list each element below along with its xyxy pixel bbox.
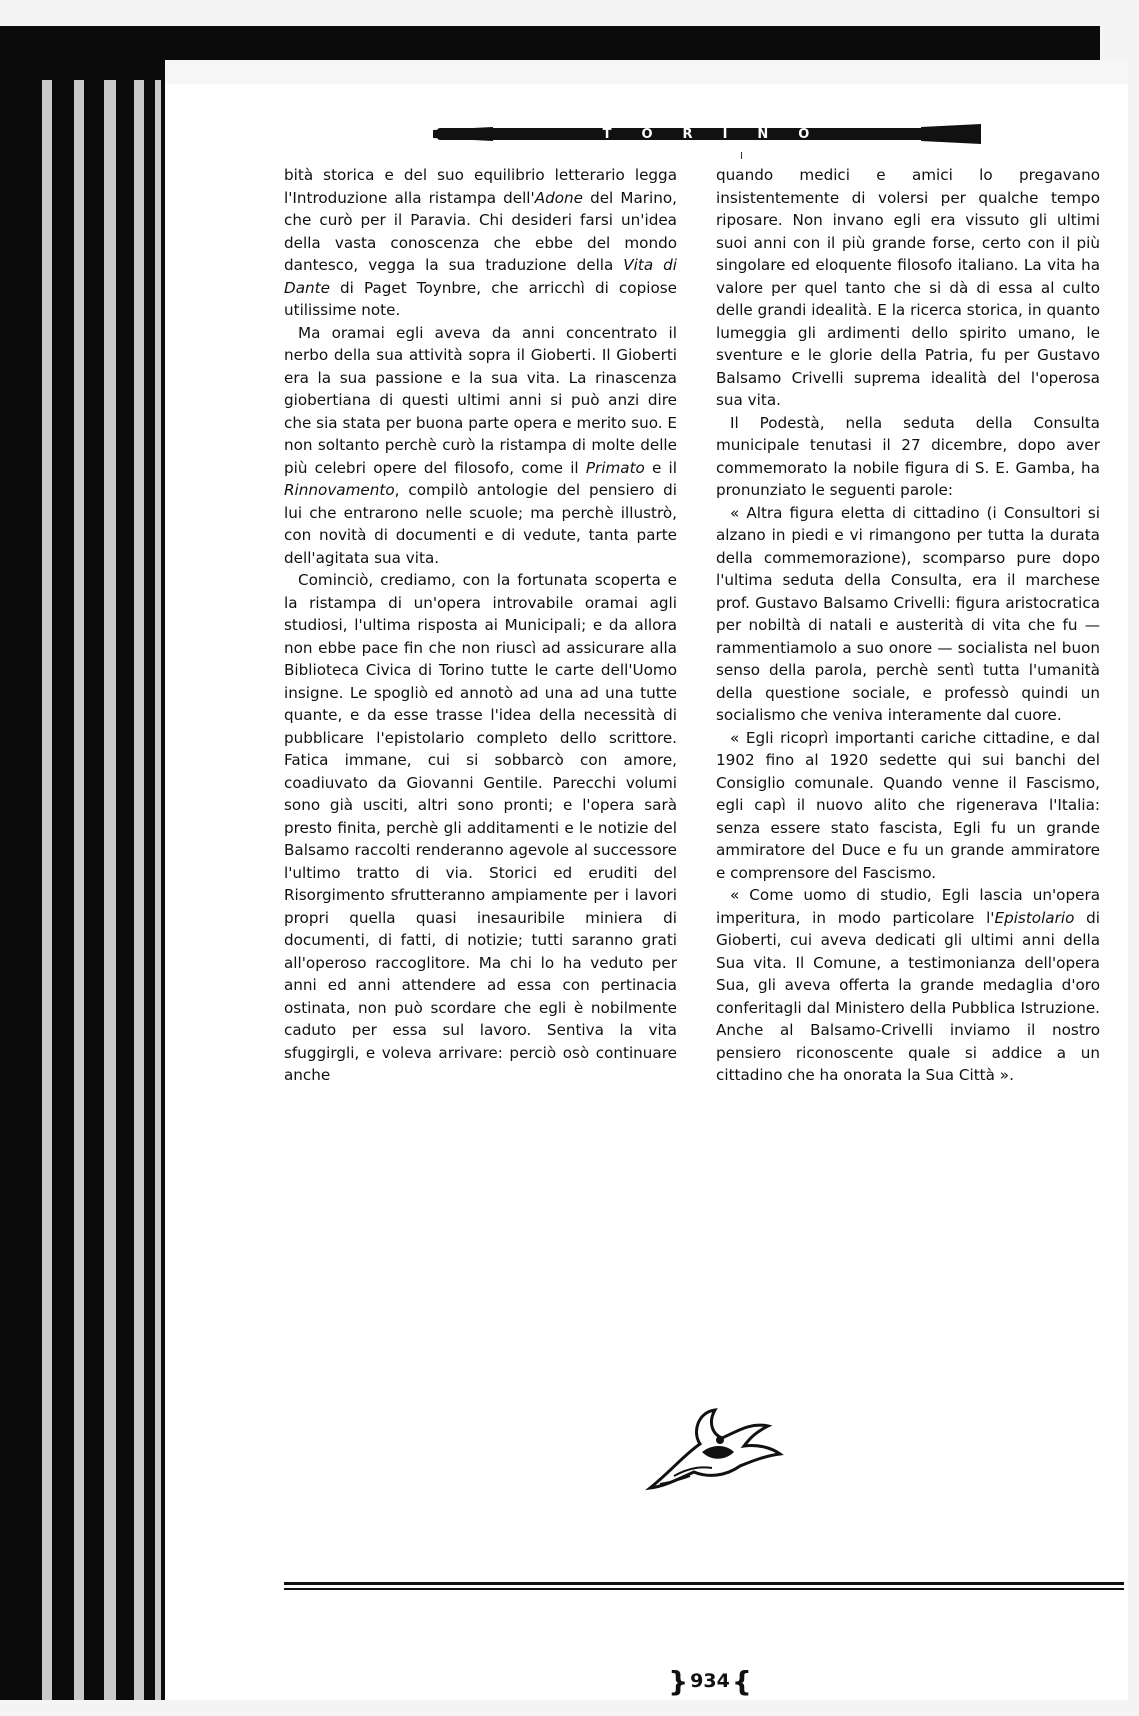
gutter-stripe — [74, 80, 84, 1700]
text-run: bità storica e del suo equilibrio letterario legga l'Introduzione alla ristampa dell' — [284, 166, 677, 207]
header-tick — [741, 152, 742, 159]
text-run: Ma oramai egli aveva da anni concentrato il nerbo della sua attività sopra il Gioberti. Il Gioberti era la sua passione e la sua vita. La rinascenza giobertiana di questi ultimi anni si può anzi dire che sia stata per buona parte opera e merito suo. E non soltanto perchè curò la ristampa di molte delle più celebri opere del filosofo, come il — [284, 323, 677, 477]
text-run: del Marino, che curò per il Paravia. Chi desideri farsi un'idea della vasta conoscenza che ebbe del mondo dantesco, vegga la sua traduzione della — [284, 188, 677, 274]
double-rule-divider — [284, 1582, 1124, 1592]
header-brush-right — [921, 124, 981, 144]
paragraph — [284, 164, 677, 322]
running-header — [437, 124, 975, 144]
italic-title: Primato — [585, 458, 645, 477]
paragraph — [716, 884, 1100, 1087]
page-number-value: 934 — [690, 1670, 730, 1692]
scan-margin-top — [0, 0, 1139, 26]
gutter-stripe — [42, 80, 52, 1700]
italic-title: Vita di Dante — [284, 256, 677, 297]
gutter-stripe — [134, 80, 144, 1700]
text-run: di Paget Toynbre, che arricchì di copiose utilissime note. — [284, 278, 677, 319]
italic-title: Epistolario — [994, 908, 1075, 927]
hand-bird-ornament-icon — [640, 1392, 790, 1502]
paragraph: Cominciò, crediamo, con la fortunata scoperta e la ristampa di un'opera introvabile oramai agli studiosi, l'ultima risposta ai Municipali; e da allora non ebbe pace fin che non riuscì ad assicurare alla Biblioteca Civica di Torino tutte le carte dell'Uomo insigne. Le spogliò ed annotò ad una ad una tutte quante, e da esse trasse l'idea della necessità di pubblicare l'epistolario completo dello scrittore. Fatica immane, cui si sobbarcò con amore, coadiuvato da Giovanni Gentile. Parecchi volumi sono già usciti, altri sono pronti; e l'opera sarà presto finita, perchè gli additamenti e le notizie del Balsamo raccolti renderanno agevole al successore l'ultimo tratto di via. Storici ed eruditi del Risorgimento sfrutteranno ampiamente per i lavori propri quella quasi inesauribile miniera di documenti, di fatti, di notizie; tutti saranno grati all'operoso raccoglitore. Ma chi lo ha veduto per anni ed anni attendere ad essa con pertinacia ostinata, non può scordare che egli è nobilmente caduto per essa sul lavoro. Sentiva la vita sfuggirgli, e voleva arrivare: perciò osò continuare anche — [284, 571, 677, 1084]
scan-margin-right — [1128, 70, 1139, 1716]
gutter-stripe — [155, 80, 161, 1700]
text-run: « Come uomo di studio, Egli lascia un'opera imperitura, in modo particolare l' — [716, 886, 1100, 927]
paragraph: quando medici e amici lo pregavano insistentemente di volersi per qualche tempo riposare. Non invano egli era vissuto gli ultimi suoi anni con il più grande forse, certo con il più singolare ed eloquente filosofo italiano. La vita ha valore per quel tanto che si dà di essa al culto delle grandi idealità. E la ricerca storica, in quanto lumeggia gli ardimenti dello spirito umano, le sventure e le glorie della Patria, fu per Gustavo Balsamo Crivelli suprema idealità del l'operosa sua vita. — [716, 166, 1100, 409]
paragraph: « Altra figura eletta di cittadino (i Consultori si alzano in piedi e vi rimangono per tutta la durata della commemorazione), scomparso pure dopo l'ultima seduta della Consulta, era il marchese prof. Gustavo Balsamo Crivelli: figura aristocratica per nobiltà di natali e austerità di vita che fu — rammentiamolo a suo onore — socialista nel buon senso della parola, perchè sentì tutta l'umanità della questione sociale, e professò quindi un socialismo che veniva interamente dal cuore. — [716, 503, 1100, 724]
page-top-edge — [165, 60, 1128, 84]
right-column — [716, 164, 1100, 1087]
italic-title: Adone — [534, 188, 583, 207]
page-number — [670, 1666, 750, 1696]
text-run: di Gioberti, cui aveva dedicati gli ultimi anni della Sua vita. Il Comune, a testimonianza dell'opera Sua, gli aveva offerta la grande medaglia d'oro conferitagli dal Ministero della Pubblica Istruzione. Anche al Balsamo-Crivelli inviamo il nostro pensiero riconoscente quale si addice a un cittadino che ha onorata la Sua Città ». — [716, 908, 1100, 1084]
paragraph: Il Podestà, nella seduta della Consulta municipale tenutasi il 27 dicembre, dopo aver commemorato la nobile figura di S. E. Gamba, ha pronunziato le seguenti parole: — [716, 413, 1100, 499]
paragraph: « Egli ricoprì importanti cariche cittadine, e dal 1902 fino al 1920 sedette qui sui banchi del Consiglio comunale. Quando venne il Fascismo, egli capì il nuovo alito che rigenerava l'Italia: senza essere stato fascista, Egli fu un grande ammiratore del Duce e fu un grande ammiratore e comprensore del Fascismo. — [716, 728, 1100, 882]
header-title: TORINO — [602, 126, 840, 142]
text-run: e il — [644, 458, 677, 477]
gutter-stripe — [104, 80, 116, 1700]
header-brush-left — [433, 124, 493, 144]
page-number-bracket-right-icon: { — [731, 1664, 752, 1698]
italic-title: Rinnovamento — [284, 481, 395, 499]
text-run: , compilò antologie del pensiero di lui che entrarono nelle scuole; ma perchè illustrò, con novità di documenti e di vedute, tanta parte dell'agitata sua vita. — [284, 481, 677, 567]
paragraph — [284, 322, 677, 570]
scan-margin-bottom — [0, 1700, 1139, 1716]
left-column — [284, 164, 677, 1087]
page-number-bracket-left-icon: } — [668, 1664, 689, 1698]
